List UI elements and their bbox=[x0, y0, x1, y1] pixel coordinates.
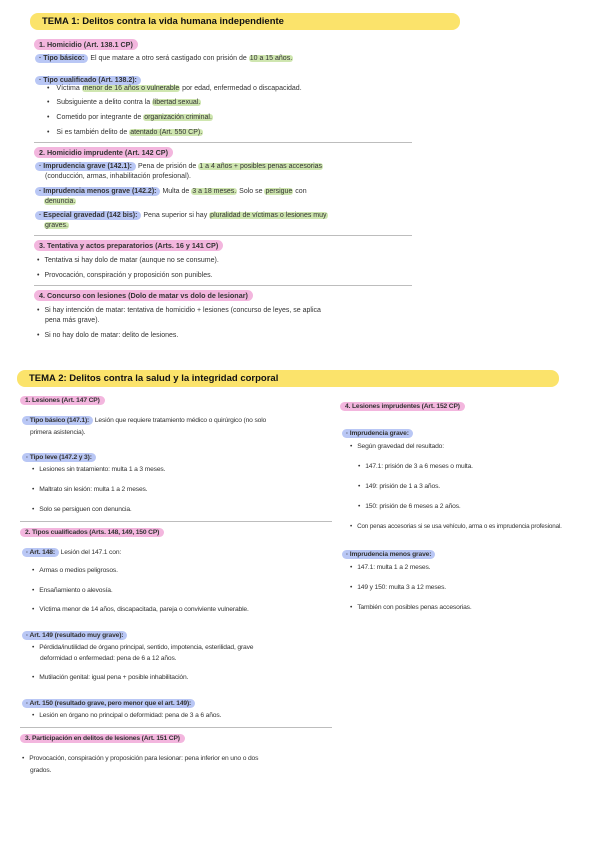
divider bbox=[34, 142, 412, 143]
tema1-s3-bullet-2: • Provocación, conspiración y proposición son punibles. bbox=[37, 271, 213, 281]
tema2-s2-bullet-1: • Armas o medios peligrosos. bbox=[32, 566, 118, 576]
tema2-art150: · Art. 150 (resultado grave, pero menor que el art. 149): bbox=[22, 692, 195, 710]
tipo-cualificado-label: · Tipo cualificado (Art. 138.2): bbox=[35, 76, 141, 85]
tema2-s3-bullet-1-cont: grados. bbox=[30, 767, 52, 774]
tema2-s2-heading: 2. Tipos cualificados (Arts. 148, 149, 150 CP) bbox=[20, 528, 164, 537]
tema2-s4-bullet-6: • 147.1: multa 1 a 2 meses. bbox=[350, 563, 430, 573]
tema2-s4-bullet-1: • Según gravedad del resultado: bbox=[350, 442, 444, 452]
tema2-s1-bullet-1: • Lesiones sin tratamiento: multa 1 a 3 meses. bbox=[32, 465, 165, 475]
tema2-s4-bullet-5: • Con penas accesorias si se usa vehículo, arma o es imprudencia profesional. bbox=[350, 522, 562, 532]
tema1-especial-gravedad: · Especial gravedad (142 bis): Pena superior si hay pluralidad de víctimas o lesiones muy bbox=[35, 211, 328, 221]
tema1-especial-gravedad-cont: graves. bbox=[45, 222, 68, 229]
tema2-title: TEMA 2: Delitos contra la salud y la integridad corporal bbox=[17, 370, 559, 387]
tema1-s1-bullet-4: • Si es también delito de atentado (Art. 550 CP). bbox=[47, 128, 203, 138]
tema1-s4-heading: 4. Concurso con lesiones (Dolo de matar vs dolo de lesionar) bbox=[34, 290, 253, 301]
tema2-s2-bullet-3: • Víctima menor de 14 años, discapacitada, pareja o conviviente vulnerable. bbox=[32, 605, 249, 615]
tema2-imprudencia-grave: · Imprudencia grave: bbox=[342, 422, 413, 440]
tema2-s1-bullet-2: • Maltrato sin lesión: multa 1 a 2 meses. bbox=[32, 485, 147, 495]
tema1-s4-bullet-1: • Si hay intención de matar: tentativa de homicidio + lesiones (concurso de leyes, se aplica bbox=[37, 306, 321, 316]
divider bbox=[20, 727, 332, 728]
tipo-basico-text: El que matare a otro será castigado con prisión de bbox=[90, 55, 247, 62]
tema2-s4-bullet-7: • 149 y 150: multa 3 a 12 meses. bbox=[350, 583, 446, 593]
tema1-s1-bullet-3: • Cometido por integrante de organización criminal. bbox=[47, 113, 213, 123]
divider bbox=[20, 521, 332, 522]
tema1-s1-bullet-2: • Subsiguiente a delito contra la libertad sexual. bbox=[47, 98, 201, 108]
tema1-tipo-basico bbox=[35, 54, 293, 64]
tema2-tipo-basico-cont: primera asistencia). bbox=[30, 429, 86, 436]
tema1-imprudencia-grave: · Imprudencia grave (142.1): Pena de prisión de 1 a 4 años + posibles penas accesorias bbox=[35, 162, 323, 172]
tema1-s2-heading: 2. Homicidio imprudente (Art. 142 CP) bbox=[34, 147, 173, 158]
tema1-s1-heading: 1. Homicidio (Art. 138.1 CP) bbox=[34, 39, 138, 50]
tema1-title: TEMA 1: Delitos contra la vida humana independiente bbox=[30, 13, 460, 30]
tema2-s3-bullet-1: • Provocación, conspiración y proposición para lesionar: pena inferior en uno o dos bbox=[22, 754, 258, 764]
tema2-imprudencia-menos-grave: · Imprudencia menos grave: bbox=[342, 543, 435, 561]
tema2-s3-heading: 3. Participación en delitos de lesiones (Art. 151 CP) bbox=[20, 734, 185, 743]
tema2-s2-bullet-4-cont: deformidad o enfermedad: pena de 6 a 12 años. bbox=[40, 655, 177, 662]
tema2-s2-bullet-2: • Ensañamiento o alevosía. bbox=[32, 586, 113, 596]
tema1-imprudencia-menos-grave: · Imprudencia menos grave (142.2): Multa de 3 a 18 meses. Solo se persigue con bbox=[35, 187, 307, 197]
tipo-basico-label: · Tipo básico: bbox=[35, 54, 88, 63]
tema1-s3-heading: 3. Tentativa y actos preparatorios (Arts. 16 y 141 CP) bbox=[34, 240, 223, 251]
tema2-tipo-basico: · Tipo básico (147.1): Lesión que requiere tratamiento médico o quirúrgico (no solo bbox=[22, 416, 266, 426]
tema2-art149: · Art. 149 (resultado muy grave): bbox=[22, 624, 127, 642]
divider bbox=[34, 285, 412, 286]
tema2-s2-bullet-4: • Pérdida/inutilidad de órgano principal, sentido, impotencia, esterilidad, grave bbox=[32, 643, 253, 653]
divider bbox=[34, 235, 412, 236]
tema2-s4-bullet-4: • 150: prisión de 6 meses a 2 años. bbox=[358, 502, 461, 512]
tema1-imprudencia-grave-cont: (conducción, armas, inhabilitación profesional). bbox=[45, 173, 191, 180]
tema2-s4-bullet-8: • También con posibles penas accesorias. bbox=[350, 603, 472, 613]
tema2-s1-heading: 1. Lesiones (Art. 147 CP) bbox=[20, 396, 105, 405]
tema2-art148: · Art. 148: Lesión del 147.1 con: bbox=[22, 548, 121, 558]
tema2-s1-bullet-3: • Solo se persiguen con denuncia. bbox=[32, 505, 132, 515]
tema1-s3-bullet-1: • Tentativa si hay dolo de matar (aunque no se consume). bbox=[37, 256, 219, 266]
tema1-s4-bullet-2: • Si no hay dolo de matar: delito de lesiones. bbox=[37, 331, 178, 341]
tema1-s4-bullet-1-cont: pena más grave). bbox=[45, 317, 100, 324]
tema2-s4-heading: 4. Lesiones imprudentes (Art. 152 CP) bbox=[340, 402, 465, 411]
tema1-s1-bullet-1: • Víctima menor de 16 años o vulnerable por edad, enfermedad o discapacidad. bbox=[47, 84, 302, 94]
tema2-s4-bullet-2: • 147.1: prisión de 3 a 6 meses o multa. bbox=[358, 462, 473, 472]
tipo-basico-highlight: 10 a 15 años. bbox=[249, 55, 293, 62]
tema1-imprudencia-menos-grave-cont: denuncia. bbox=[45, 198, 76, 205]
tema2-s2-bullet-5: • Mutilación genital: igual pena + posible inhabilitación. bbox=[32, 673, 188, 683]
tema2-tipo-leve: · Tipo leve (147.2 y 3): bbox=[22, 446, 96, 464]
tema2-s4-bullet-3: • 149: prisión de 1 a 3 años. bbox=[358, 482, 440, 492]
tema2-s2-bullet-6: • Lesión en órgano no principal o deformidad: pena de 3 a 6 años. bbox=[32, 711, 221, 721]
